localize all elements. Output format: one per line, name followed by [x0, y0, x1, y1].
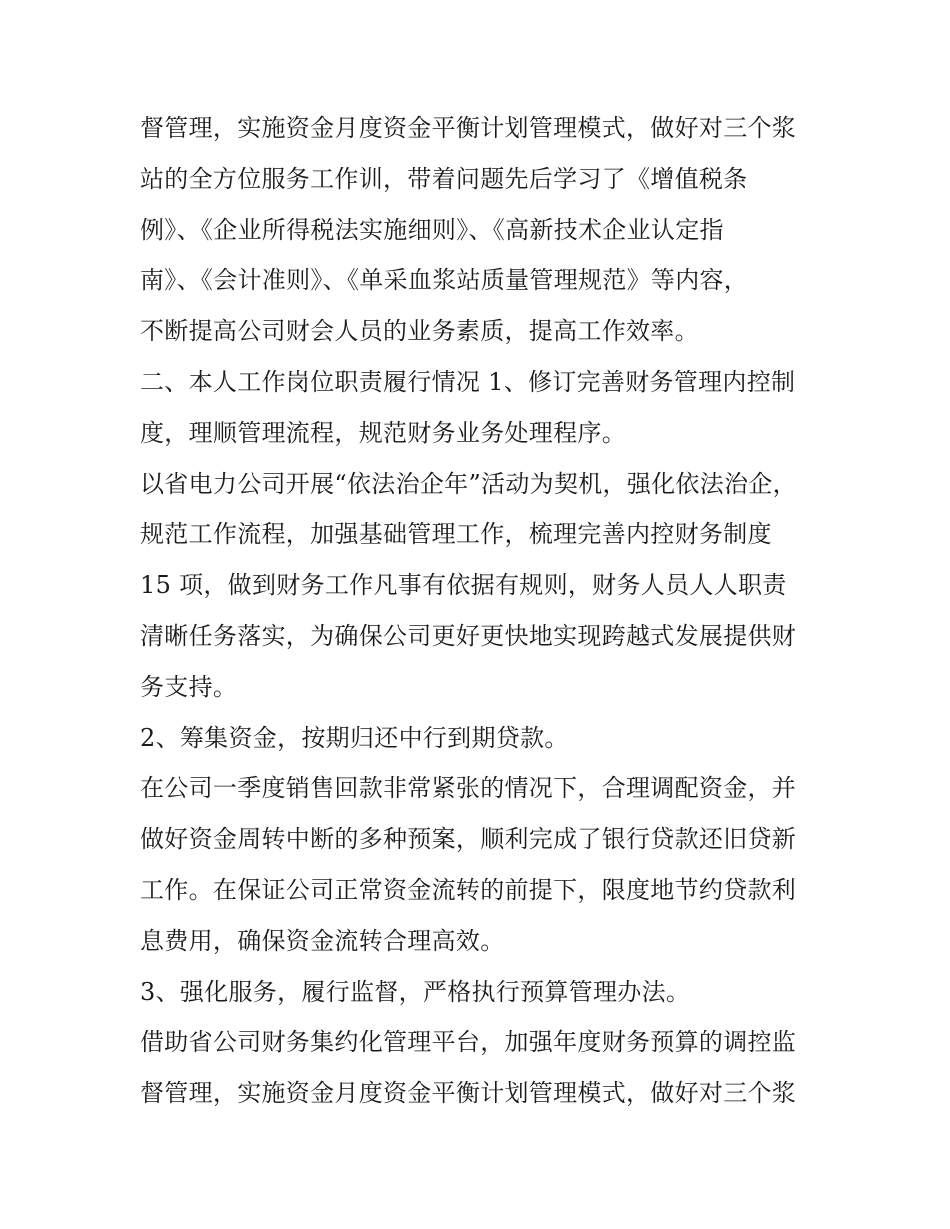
text-line: 度，理顺管理流程，规范财务业务处理程序。 — [140, 418, 626, 447]
text-line: 督管理，实施资金月度资金平衡计划管理模式，做好对三个浆 — [140, 114, 797, 142]
text-line: 工作。在保证公司正常资金流转的前提下，限度地节约贷款利 — [140, 875, 797, 904]
item-heading-line: 3、强化服务，履行监督，严格执行预算管理办法。 — [140, 977, 691, 1006]
text-line: 借助省公司财务集约化管理平台，加强年度财务预算的调控监 — [140, 1028, 797, 1057]
text-line: 规范工作流程，加强基础管理工作，梳理完善内控财务制度 — [140, 520, 772, 549]
text-line: 务支持。 — [140, 672, 238, 701]
text-line: 督管理，实施资金月度资金平衡计划管理模式，做好对三个浆 — [140, 1079, 797, 1108]
text-line: 站的全方位服务工作训，带着问题先后学习了《增值税条 — [140, 164, 748, 193]
text-line: 清晰任务落实，为确保公司更好更快地实现跨越式发展提供财 — [140, 621, 797, 650]
text-line: 在公司一季度销售回款非常紧张的情况下，合理调配资金，并 — [140, 774, 797, 803]
section-heading-line: 二、本人工作岗位职责履行情况 1、修订完善财务管理内控制 — [140, 367, 796, 396]
text-line: 南》、《会计准则》、《单采血浆站质量管理规范》等内容， — [140, 266, 749, 295]
text-line: 15 项，做到财务工作凡事有依据有规则，财务人员人人职责 — [140, 571, 787, 600]
text-line: 不断提高公司财会人员的业务素质，提高工作效率。 — [140, 317, 699, 346]
text-line: 例》、《企业所得税法实施细则》、《高新技术企业认定指 — [140, 215, 724, 244]
text-line: 做好资金周转中断的多种预案，顺利完成了银行贷款还旧贷新 — [140, 825, 797, 854]
body-text — [140, 103, 820, 1119]
text-line: 息费用，确保资金流转合理高效。 — [140, 926, 505, 955]
text-line: 以省电力公司开展“依法治企年”活动为契机，强化依法治企， — [140, 469, 797, 498]
item-heading-line: 2、筹集资金，按期归还中行到期贷款。 — [140, 723, 569, 752]
